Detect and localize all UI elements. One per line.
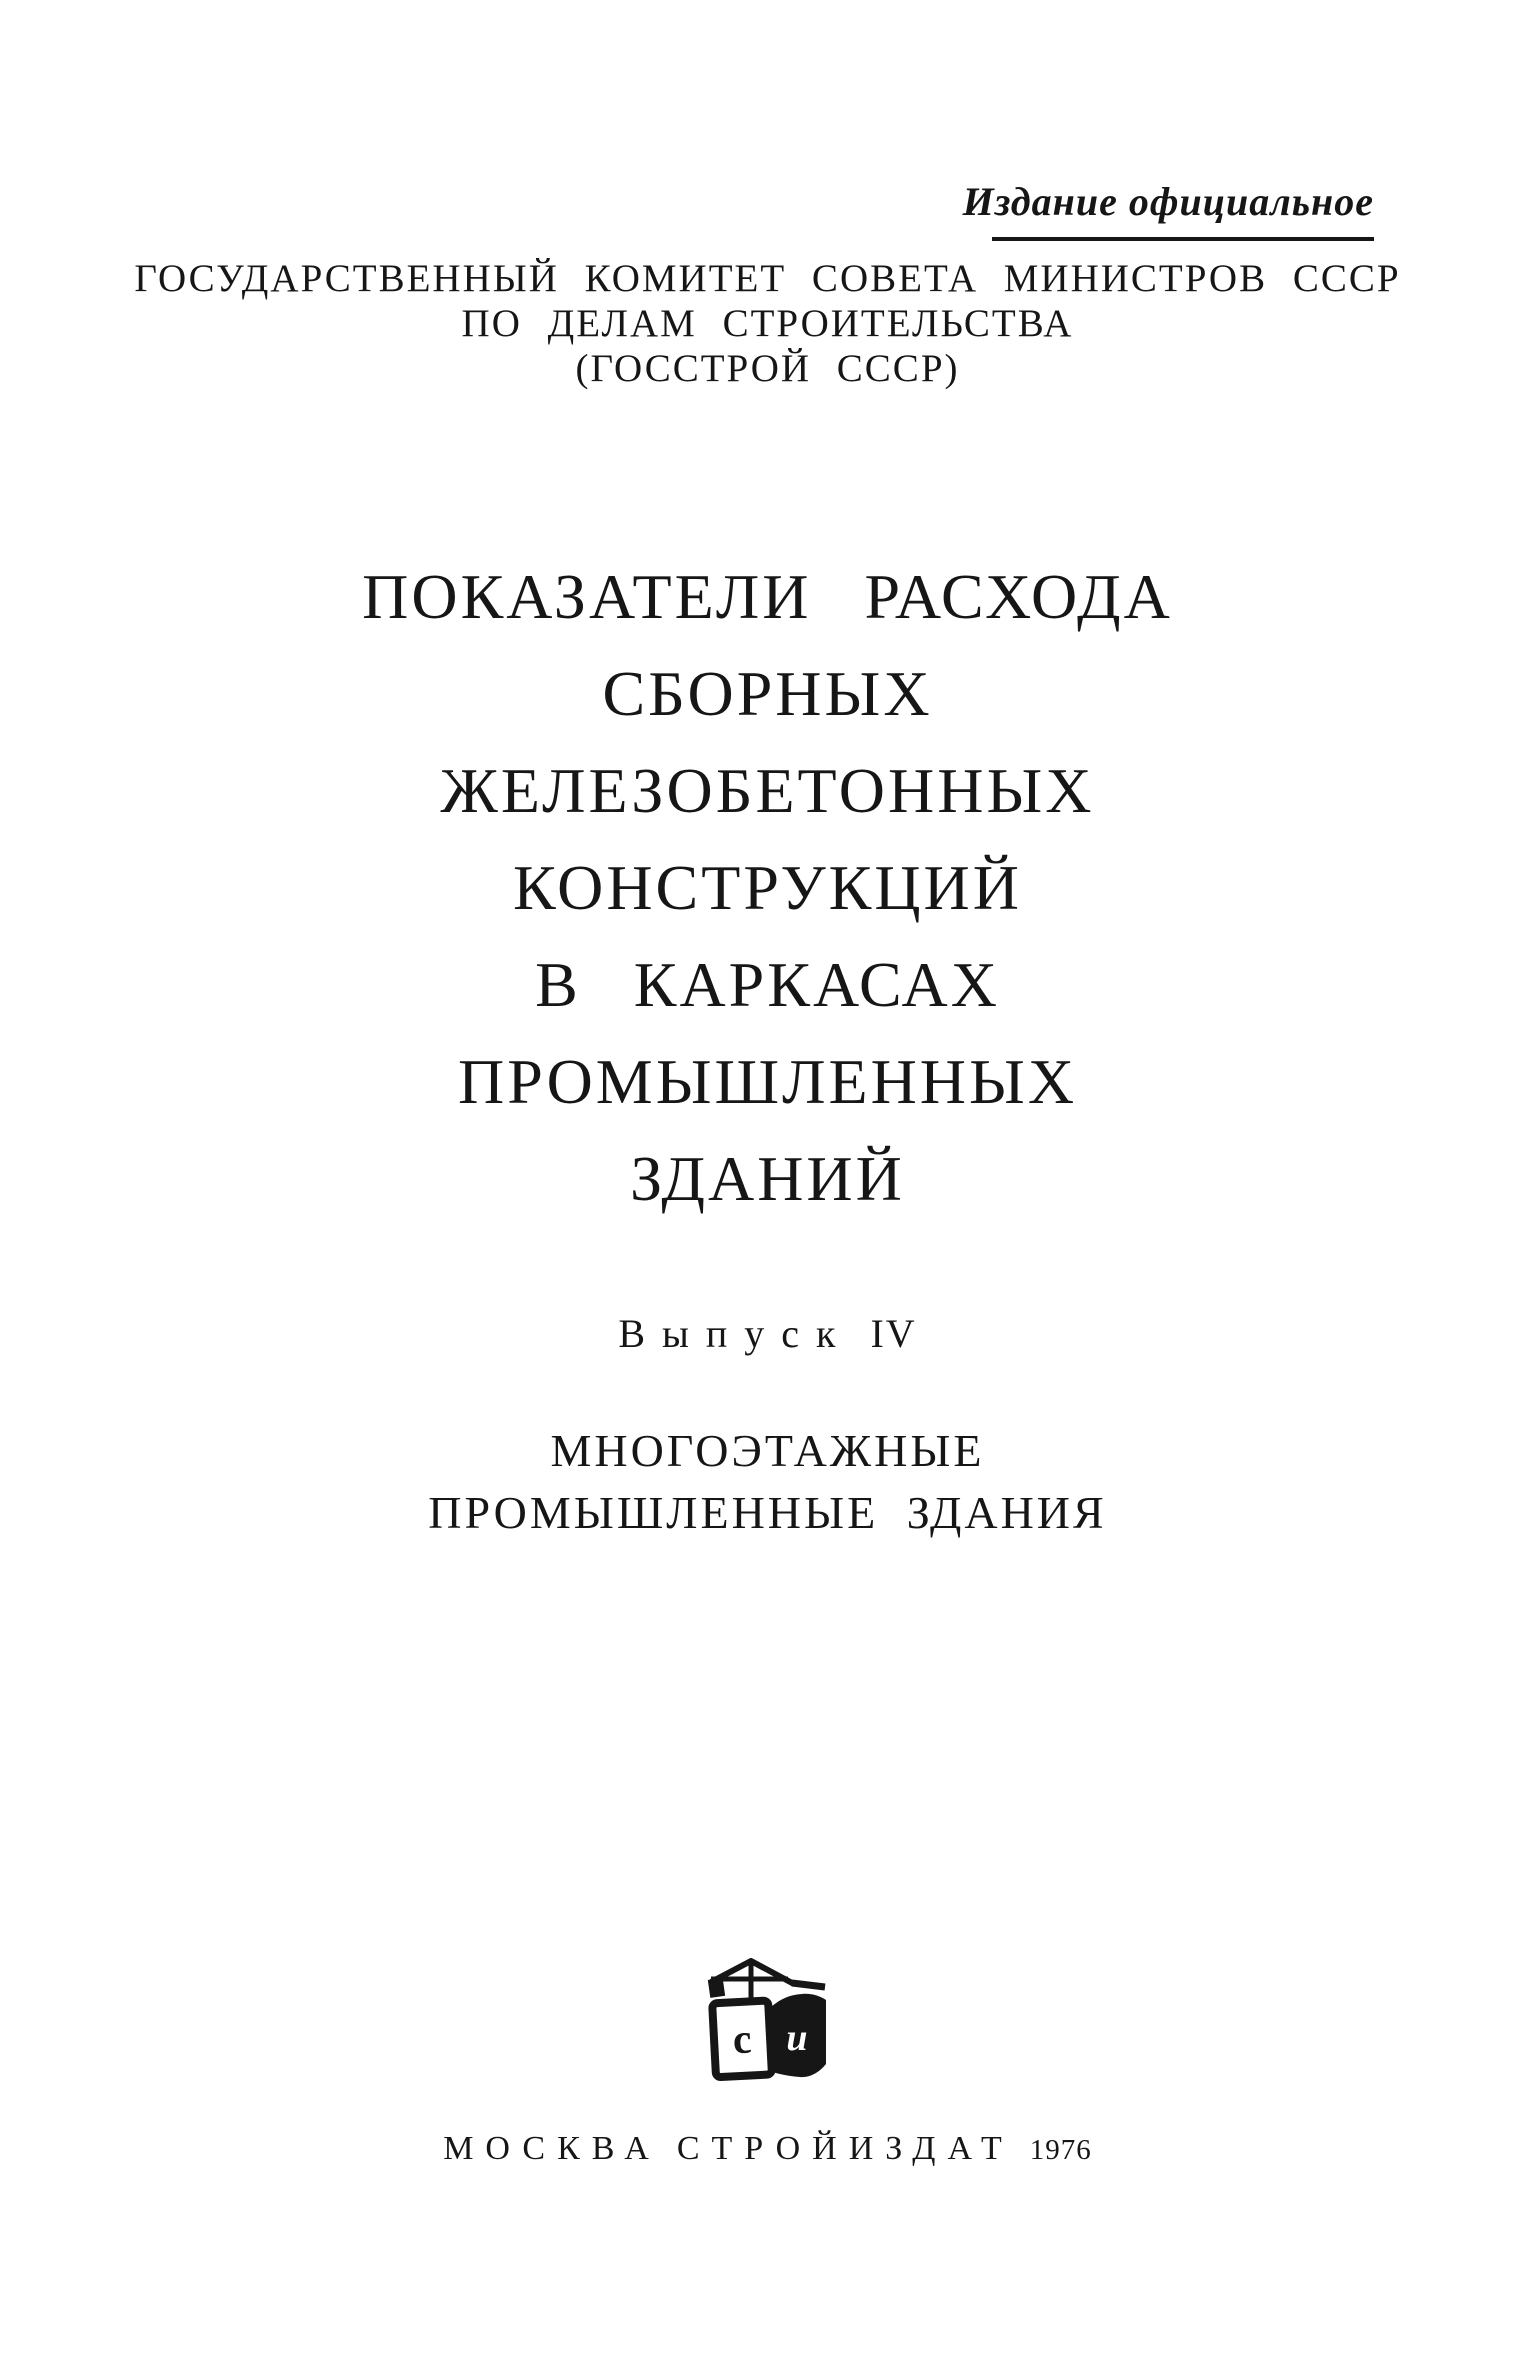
subtitle-line-2: ПРОМЫШЛЕННЫЕ ЗДАНИЯ	[428, 1487, 1107, 1538]
crane-arm	[792, 1983, 825, 1987]
edition-note-block	[963, 178, 1374, 241]
publisher-header-line-1: ГОСУДАРСТВЕННЫЙ КОМИТЕТ СОВЕТА МИНИСТРОВ СССР	[134, 257, 1401, 300]
imprint-city: МОСКВА	[443, 2130, 661, 2167]
publisher-header-line-3: (ГОССТРОЙ СССР)	[575, 347, 960, 390]
imprint-year: 1976	[1029, 2134, 1092, 2166]
title-line: КОНСТРУКЦИЙ	[513, 852, 1022, 923]
crane-counterweight	[707, 1978, 724, 1998]
imprint-publisher: СТРОЙИЗДАТ	[676, 2130, 1014, 2167]
stroyizdat-logo-icon	[706, 1958, 830, 2082]
title-line: ПОКАЗАТЕЛИ РАСХОДА	[362, 561, 1173, 632]
publisher-header-line-2: ПО ДЕЛАМ СТРОИТЕЛЬСТВА	[461, 302, 1074, 345]
book-left-page	[712, 2000, 772, 2077]
edition-note: Издание официальное	[962, 179, 1374, 224]
title-line: В КАРКАСАХ	[535, 949, 1000, 1020]
logo-letter-i: и	[785, 2017, 808, 2059]
logo-letter-s: с	[731, 2016, 753, 2064]
stroyizdat-logo	[706, 1958, 830, 2082]
title-line: ЖЕЛЕЗОБЕТОННЫХ	[440, 755, 1095, 826]
title-line: ПРОМЫШЛЕННЫХ	[457, 1046, 1078, 1117]
issue-label: Выпуск	[618, 1311, 853, 1356]
imprint-line	[0, 2130, 1535, 2168]
title-line: СБОРНЫХ	[602, 658, 933, 729]
subtitle	[0, 1420, 1535, 1544]
issue-line	[0, 1310, 1535, 1357]
subtitle-line-1: МНОГОЭТАЖНЫЕ	[550, 1425, 985, 1476]
publisher-header	[0, 256, 1535, 391]
edition-note-underline	[992, 237, 1374, 241]
issue-number: IV	[870, 1311, 917, 1356]
title-line: ЗДАНИЙ	[630, 1143, 905, 1214]
main-title	[0, 548, 1535, 1227]
